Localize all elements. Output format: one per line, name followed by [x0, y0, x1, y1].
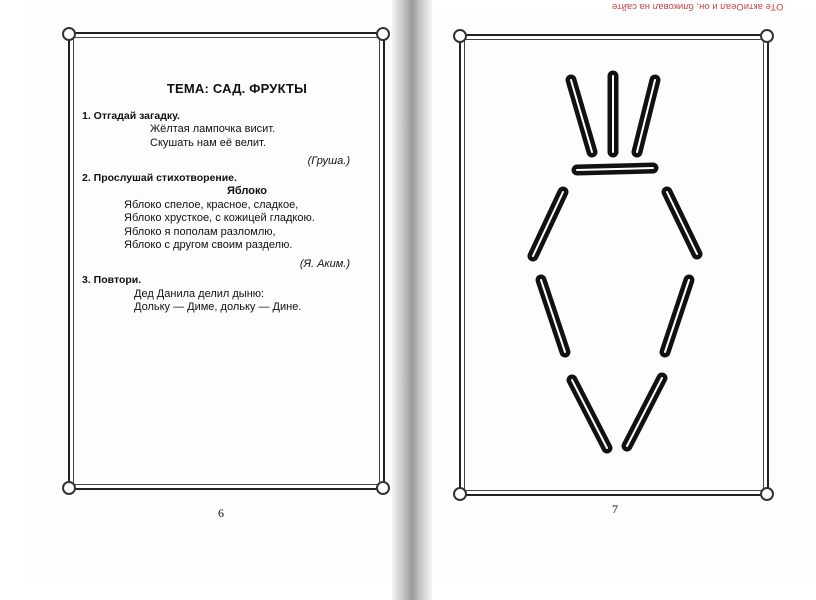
page-number-left: 6	[218, 506, 224, 520]
poem-title: Яблоко	[226, 185, 268, 197]
frame-corner-ornament	[62, 481, 76, 495]
poem-line: Яблоко с другом своим разделю.	[124, 239, 293, 251]
stick-highlight	[572, 380, 607, 448]
mirrored-watermark-text: ОТе aктиОеал и он, бликовал на сайте	[612, 1, 784, 12]
left-page-content	[82, 82, 372, 315]
riddle-line: Скушать нам её велит.	[150, 136, 266, 149]
tongue-twister-line: Дольку — Диме, дольку — Дине.	[134, 301, 302, 313]
poem-line: Яблоко хрусткое, с кожицей гладкою.	[124, 212, 315, 224]
stick-highlight	[637, 80, 655, 152]
task-heading-repeat: 3. Повтори.	[82, 274, 142, 286]
stick-highlight	[533, 192, 563, 256]
poem-line: Яблоко спелое, красное, сладкое,	[124, 198, 299, 211]
stick-highlight	[665, 280, 689, 352]
riddle-answer: (Груша.)	[307, 155, 350, 167]
poem-author: (Я. Аким.)	[299, 257, 350, 270]
page-number-right: 7	[612, 502, 618, 516]
stick-highlight	[627, 378, 662, 446]
frame-corner-ornament	[376, 27, 390, 41]
frame-corner-ornament	[62, 27, 76, 41]
stick-highlight	[571, 80, 592, 152]
frame-corner-ornament	[376, 481, 390, 495]
riddle-line: Жёлтая лампочка висит.	[150, 123, 276, 135]
stick-highlight	[667, 192, 697, 254]
task-heading-poem: 2. Прослушай стихотворение.	[82, 171, 237, 184]
carrot-top-sticks	[571, 76, 655, 152]
book-spine-shadow	[392, 0, 432, 600]
stick-highlight	[541, 280, 565, 352]
page-title: ТЕМА: САД. ФРУКТЫ	[166, 81, 308, 96]
poem-line: Яблоко я пополам разломлю,	[124, 225, 276, 238]
task-heading-riddle: 1. Отгадай загадку.	[82, 109, 180, 122]
carrot-body-sticks	[533, 168, 697, 448]
stick-carrot-icon	[459, 34, 765, 492]
tongue-twister-line: Дед Данила делил дыню:	[134, 287, 265, 300]
